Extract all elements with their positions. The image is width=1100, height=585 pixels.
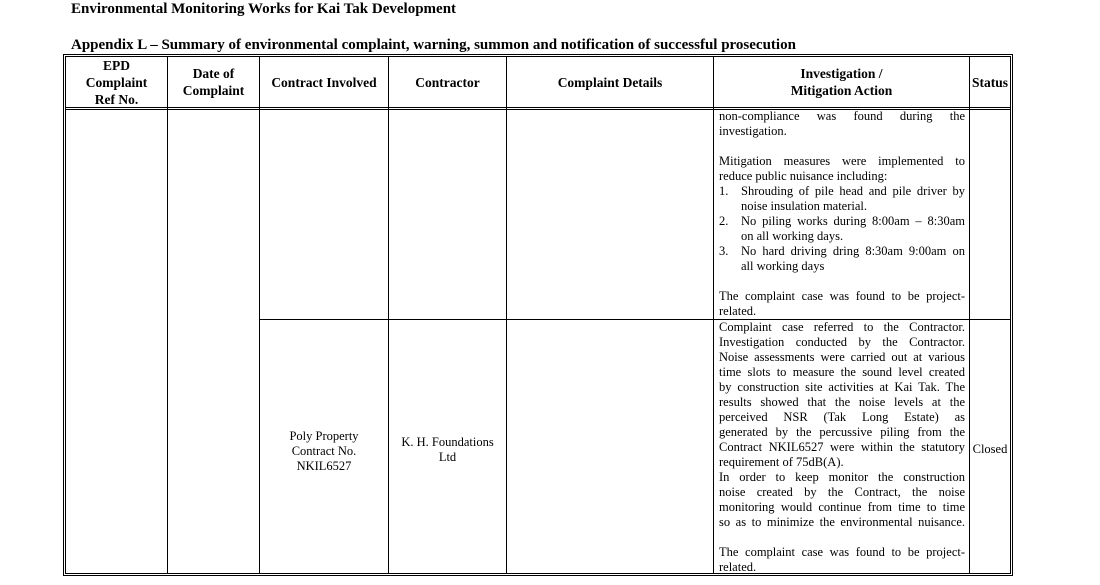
header-date-of-complaint: Date of Complaint bbox=[182, 66, 245, 98]
row2-conclusion: related. bbox=[719, 560, 757, 574]
appendix-title: Appendix L – Summary of environmental complaint, warning, summon and notification of successful prosecution bbox=[71, 37, 796, 53]
column-divider bbox=[259, 57, 260, 573]
document-title: Environmental Monitoring Works for Kai Tak Development bbox=[71, 1, 457, 17]
row1-conclusion: related. bbox=[719, 304, 757, 318]
column-divider bbox=[388, 57, 389, 573]
row2-contract-involved: Poly Property Contract No. NKIL6527 bbox=[289, 429, 359, 473]
header-investigation-mitigation: Investigation / Mitigation Action bbox=[790, 66, 893, 98]
row2-status: Closed bbox=[972, 442, 1008, 456]
row2-contractor: K. H. Foundations Ltd bbox=[401, 435, 494, 464]
mitigation-item: No hard driving dring 8:30am 9:00am on bbox=[741, 244, 965, 258]
column-divider bbox=[506, 57, 507, 573]
header-status: Status bbox=[971, 74, 1008, 90]
row2-conclusion: The complaint case was found to be project- bbox=[719, 545, 965, 559]
mitigation-item: all working days bbox=[741, 259, 825, 273]
header-complaint-details: Complaint Details bbox=[557, 74, 663, 90]
header-contract-involved: Contract Involved bbox=[271, 74, 377, 90]
column-divider bbox=[713, 57, 714, 573]
row1-action-intro: investigation. bbox=[719, 124, 787, 138]
mitigation-item: noise insulation material. bbox=[741, 199, 868, 213]
mitigation-item-number: 1. bbox=[719, 184, 729, 198]
column-divider bbox=[969, 57, 970, 573]
row1-mitigation-intro: Mitigation measures were implemented to bbox=[719, 154, 965, 168]
row1-action-intro: non-compliance was found during the bbox=[719, 109, 965, 123]
header-contractor: Contractor bbox=[415, 74, 480, 90]
mitigation-item-number: 3. bbox=[719, 244, 729, 258]
row1-mitigation-intro: reduce public nuisance including: bbox=[719, 169, 888, 183]
row1-conclusion: The complaint case was found to be project- bbox=[719, 289, 965, 303]
mitigation-item-number: 2. bbox=[719, 214, 729, 228]
mitigation-item: on all working days. bbox=[741, 229, 844, 243]
column-divider bbox=[167, 57, 168, 573]
mitigation-item: Shrouding of pile head and pile driver by bbox=[741, 184, 965, 198]
header-epd-ref-no: EPD Complaint Ref No. bbox=[85, 57, 148, 107]
mitigation-item: No piling works during 8:00am – 8:30am bbox=[741, 214, 965, 228]
complaint-table: EPD Complaint Ref No. Date of Complaint Contract Involved Contractor Complaint Details Investigation / Mitigation Action Status non-compliance was found during the investigation. Mitigation measures were implemented to reduce public nuisance including: 1. Shrouding of pile head and pile driver by noise insulation material. 2. No piling works during 8:00am – 8:30am on all working days. 3. No hard driving dring 8:30am 9:00am on all working days The complaint case was found to be project- related. Poly Property Contract No. NKIL6527 K. H. Foundations Ltd Closed Complaint case referred to the Contractor. Investigation conducted by the Contractor. Noise assessments were carried out at various time slots to measure the sound level created by construction site activities at Kai Tak. The results showed that the noise levels at the perceived NSR (Tak Long Estate) as generated by the percussive piling from the Contract NKIL6527 were within the statutory requirement of 75dB(A). In order to keep monitor the construction noise created by the Contract, the noise monitoring would continue from time to time so as to minimize the environmental nuisance. The complaint case was found to be project- related. bbox=[63, 54, 1013, 576]
